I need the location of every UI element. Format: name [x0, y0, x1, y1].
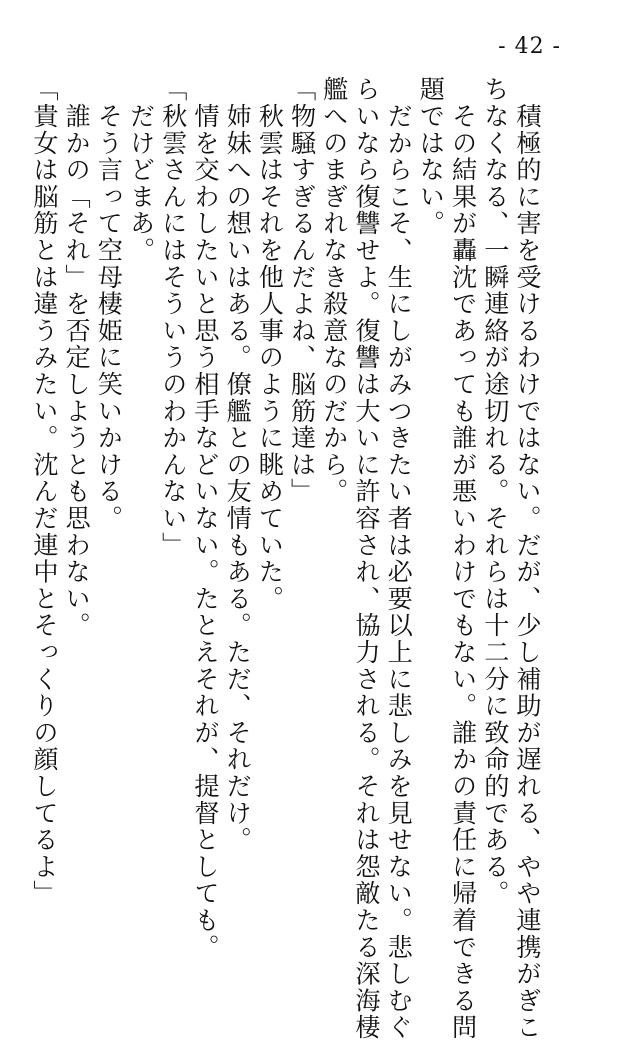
- text-line: その結果が轟沈であっても誰が悪いわけでもない。誰かの責任に帰着できる問: [448, 76, 478, 1041]
- text-line: だけどまあ。: [126, 76, 156, 264]
- vertical-text: [28, 76, 543, 1041]
- dialogue-line: 「物騒すぎるんだよね、脳筋達は」: [287, 76, 317, 505]
- text-line: 情を交わしたいと思う相手などいない。たとえそれが、提督としても。: [190, 76, 220, 961]
- text-line: 積極的に害を受けるわけではない。だが、少し補助が遅れる、やや連携がぎこ: [513, 76, 542, 1041]
- text-line: そう言って空母棲姫に笑いかける。: [94, 76, 124, 532]
- text-line: 題ではない。: [416, 76, 446, 237]
- text-line: 艦へのまぎれなき殺意なのだから。: [319, 76, 349, 505]
- text-line: ちなくなる、一瞬連絡が途切れる。それらは十二分に致命的である。: [480, 76, 510, 907]
- dialogue-line: 「貴女は脳筋とは違うみたい。沈んだ連中とそっくりの顔してるよ」: [29, 76, 59, 907]
- novel-text-block: [28, 76, 543, 1041]
- text-line: 秋雲はそれを他人事のように眺めていた。: [255, 76, 285, 612]
- text-line: だからこそ、生にしがみつきたい者は必要以上に悲しみを見せない。悲しむぐ: [384, 76, 414, 1041]
- text-line: らいなら復讐せよ。復讐は大いに許容され、協力される。それは怨敵たる深海棲: [351, 76, 381, 1041]
- page-number: - 42 -: [498, 34, 561, 59]
- text-line: 誰かの「それ」を否定しようとも思わない。: [62, 76, 92, 639]
- text-line: 姉妹への想いはある。僚艦との友情もある。ただ、それだけ。: [223, 76, 253, 854]
- dialogue-line: 「秋雲さんにはそういうのわかんない」: [158, 76, 188, 559]
